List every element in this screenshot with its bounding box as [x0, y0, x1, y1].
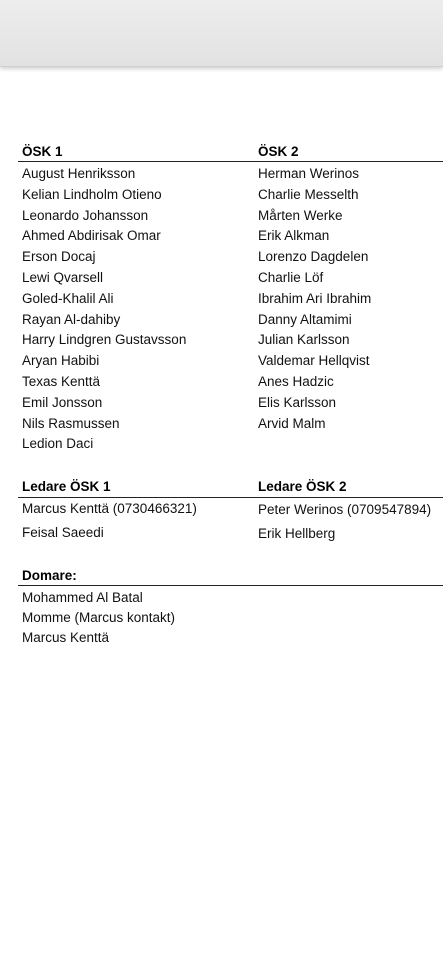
- referee-name: Momme (Marcus kontakt): [22, 610, 176, 625]
- referees-heading: Domare:: [22, 568, 77, 583]
- referees-divider: [18, 585, 443, 586]
- player-name: Mårten Werke: [258, 207, 343, 223]
- player-name: Charlie Löf: [258, 269, 324, 285]
- player-name: August Henriksson: [22, 166, 136, 181]
- referees-list: [22, 588, 175, 648]
- team2-player-list: [258, 164, 371, 434]
- player-name: Erson Docaj: [22, 249, 96, 265]
- player-name: Leonardo Johansson: [22, 207, 149, 223]
- player-name: Arvid Malm: [258, 415, 326, 431]
- header-divider: [18, 161, 443, 162]
- player-name: Julian Karlsson: [258, 332, 350, 348]
- player-name: Rayan Al-dahiby: [22, 311, 121, 327]
- player-name: Erik Alkman: [258, 228, 330, 244]
- referee-name: Marcus Kenttä: [22, 630, 110, 645]
- leader-name: Erik Hellberg: [258, 526, 336, 541]
- leader-name: Marcus Kenttä (0730466321): [22, 501, 197, 516]
- player-name: Anes Hadzic: [258, 373, 334, 389]
- player-name: Emil Jonsson: [22, 394, 103, 410]
- player-name: Harry Lindgren Gustavsson: [22, 332, 187, 348]
- player-name: Herman Werinos: [258, 166, 360, 181]
- player-name: Elis Karlsson: [258, 394, 337, 410]
- player-name: Ledion Daci: [22, 436, 94, 452]
- leaders2-list: [258, 498, 431, 546]
- player-name: Charlie Messelth: [258, 186, 359, 202]
- leader-name: Feisal Saeedi: [22, 525, 104, 540]
- leaders2-heading: Ledare ÖSK 2: [258, 479, 347, 494]
- leader-name: Peter Werinos (0709547894): [258, 502, 432, 517]
- referee-name: Mohammed Al Batal: [22, 590, 143, 605]
- player-name: Texas Kenttä: [22, 373, 101, 389]
- player-name: Kelian Lindholm Otieno: [22, 186, 162, 202]
- player-name: Lorenzo Dagdelen: [258, 249, 369, 265]
- player-name: Valdemar Hellqvist: [258, 353, 370, 369]
- player-name: Danny Altamimi: [258, 311, 352, 327]
- team1-heading: ÖSK 1: [22, 144, 63, 159]
- player-name: Ahmed Abdirisak Omar: [22, 228, 161, 244]
- player-name: Aryan Habibi: [22, 353, 100, 369]
- player-name: Goled-Khalil Ali: [22, 290, 114, 306]
- player-name: Nils Rasmussen: [22, 415, 120, 431]
- player-name: Ibrahim Ari Ibrahim: [258, 290, 372, 306]
- team1-player-list: [22, 164, 186, 455]
- leaders1-heading: Ledare ÖSK 1: [22, 479, 111, 494]
- team2-heading: ÖSK 2: [258, 144, 299, 159]
- player-name: Lewi Qvarsell: [22, 269, 104, 285]
- leaders1-list: [22, 497, 197, 545]
